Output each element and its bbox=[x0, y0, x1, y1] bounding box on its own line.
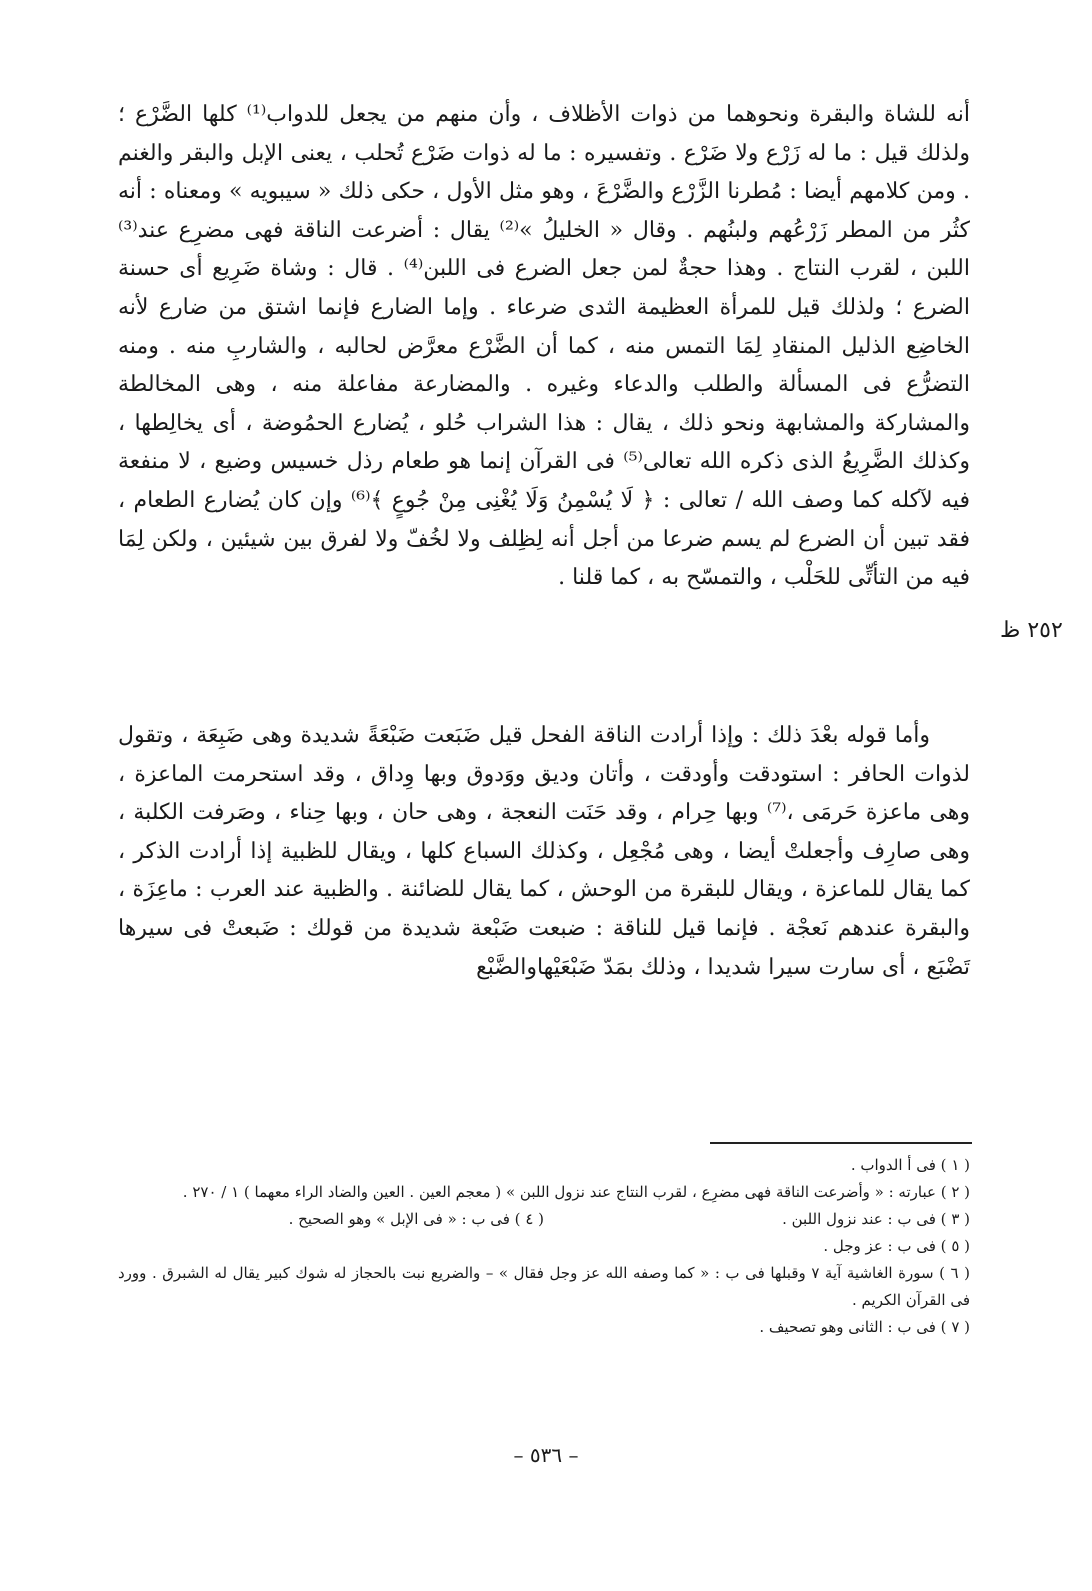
footnote-6: ( ٦ ) سورة الغاشية آية ٧ وقبلها فى ب : « كما وصفه الله عز وجل فقال » – والضريع نبت بالحجاز له شوك كبير يقال له الشبرق . وورد فى القرآن الكريم . bbox=[118, 1264, 970, 1309]
footnote-row bbox=[118, 1206, 970, 1233]
footnotes bbox=[118, 1152, 970, 1341]
page-number: – ٥٣٦ – bbox=[513, 1443, 579, 1467]
manuscript-folio-marker: ٢٥٢ ظ bbox=[1000, 618, 1063, 643]
main-text-paragraph-2: وأما قوله بعْدَ ذلك : وإذا أرادت الناقة الفحل قيل ضَبَعت ضَبْعَةً شديدة وهى ضَبِعَة ، وتقول لذوات الحافر : استودقت وأودقت ، وأتان وديق ووَدوق وبها وِداق ، وقد استحرمت الماعزة ، وهى ماعزة حَرمَى ،⁽⁷⁾ وبها حِرام ، وقد حَنَت النعجة ، وهى حان ، وبها حِناء ، وصَرفت الكلبة ، وهى صارِف وأجعلتْ أيضا ، وهى مُجْعِل ، وكذلك السباع كلها ، ويقال للظبية إذا أرادت الذكر ، كما يقال للماعزة ، ويقال للبقرة من الوحش ، كما يقال للضائنة . والظبية عند العرب : ماعِزَة ، والبقرة عندهم نَعجْة . فإنما قيل للناقة : ضبعت ضَبْعة شديدة من قولك : ضَبعتْ فى سيرها تَضْبَع ، أى سارت سيرا شديدا ، وذلك بمَدّ ضَبْعَيْهاوالضَّبْع bbox=[118, 723, 970, 980]
footnote-4: ( ٤ ) فى ب : « فى الإبل » وهو الصحيح . bbox=[288, 1210, 544, 1228]
footnote-1: ( ١ ) فى أ الدواب . bbox=[850, 1156, 970, 1174]
main-text-paragraph-1: أنه للشاة والبقرة ونحوهما من ذوات الأظلاف ، وأن منهم من يجعل للدواب⁽¹⁾ كلها الضَّرْع ؛ ولذلك قيل : ما له زَرْع ولا ضَرْع . وتفسيره : ما له ذوات ضَرْع تُحلب ، يعنى الإبل والبقر والغنم . ومن كلامهم أيضا : مُطرنا الزَّرْع والضَّرْعَ ، وهو مثل الأول ، حكى ذلك « سيبويه » ومعناه : أنه كثُر من المطر زَرْعُهم ولبنُهم . وقال « الخليلُ »⁽²⁾ يقال : أضرعت الناقة فهى مضرِع عند⁽³⁾ اللبن ، لقرب النتاج . وهذا حجةٌ لمن جعل الضرع فى اللبن⁽⁴⁾ . قال : وشاة ضَرِيع أى حسنة الضرع ؛ ولذلك قيل للمرأة العظيمة الثدى ضرعاء . وإما الضارع فإنما اشتق من ضارع لأنه الخاضِع الذليل المنقادِ لِمَا التمس منه ، كما أن الضَّرْع معرَّض لحالبه ، والشاربِ منه . ومنه التضرُّع فى المسألة والطلب والدعاء وغيره . والمضارعة مفاعلة منه ، وهى المخالطة والمشاركة والمشابهة ونحو ذلك ، يقال : هذا الشراب حُلو ، يُضارع الحمُوضة ، أى يخالِطها ، وكذلك الضَّرِيعُ الذى ذكره الله تعالى⁽⁵⁾ فى القرآن إنما هو طعام رذل خسيس وضيع ، لا منفعة فيه لآكله كما وصف الله / تعالى : ﴿ لَا يُسْمِنُ وَلَا يُغْنِى مِنْ جُوعٍ ﴾⁽⁶⁾ وإن كان يُضارع الطعام ، فقد تبين أن الضرع لم يسم ضرعا من أجل أنه لِظِلف ولا لخُفّ ولا لفرق بين شيئين ، ولكن لِمَا فيه من التأتِّى للحَلْب ، والتمسّح به ، كما قلنا . bbox=[118, 102, 971, 591]
footnote-3: ( ٣ ) فى ب : عند نزول اللبن . bbox=[782, 1210, 970, 1228]
footnote-5: ( ٥ ) فى ب : عز وجل . bbox=[823, 1237, 970, 1255]
footnote-2: ( ٢ ) عبارته : « وأضرعت الناقة فهى مضرِع ، لقرب النتاج عند نزول اللبن » ( معجم العين . العين والضاد الراء معهما ) ١ / ٢٧٠ . bbox=[182, 1183, 970, 1201]
footnote-7: ( ٧ ) فى ب : الثانى وهو تصحيف . bbox=[759, 1318, 970, 1336]
footnote-separator bbox=[710, 1142, 972, 1144]
